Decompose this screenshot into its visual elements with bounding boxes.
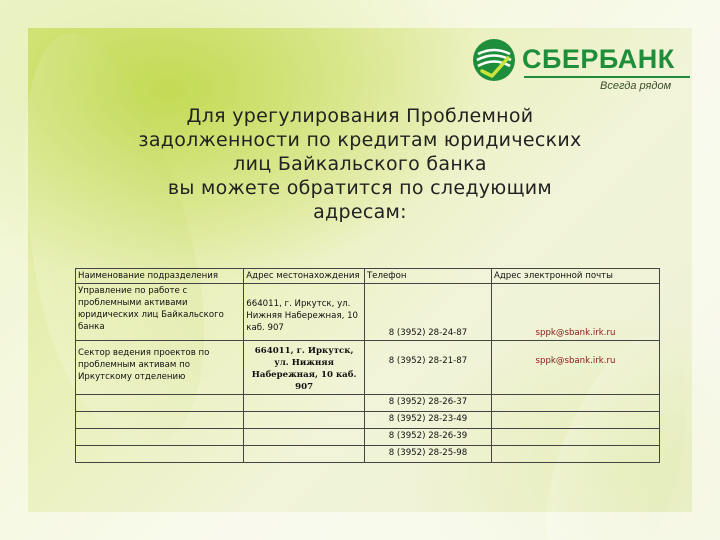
department-name: Управление по работе с проблемными активами юридических лиц Байкальского банка — [76, 284, 244, 341]
department-address: 664011, г. Иркутск, ул. Нижняя Набережная, 10 каб. 907 — [244, 341, 365, 395]
empty-cell — [491, 395, 659, 412]
empty-cell — [244, 395, 365, 412]
title-line: задолженности по кредитам юридических — [138, 129, 582, 151]
empty-cell — [76, 412, 244, 429]
empty-cell — [244, 429, 365, 446]
extra-phone: 8 (3952) 28-26-37 — [364, 395, 491, 412]
contacts-table — [75, 268, 660, 463]
logo-underline — [524, 76, 690, 78]
empty-cell — [76, 429, 244, 446]
logo-wordmark: СБЕРБАНК — [522, 44, 675, 74]
department-phone: 8 (3952) 28-24-87 — [364, 284, 491, 341]
department-name: Сектор ведения проектов по проблемным активам по Иркутскому отделению — [76, 341, 244, 395]
empty-cell — [244, 412, 365, 429]
table-row — [76, 284, 660, 341]
table-row — [76, 412, 660, 429]
table-header-row — [76, 269, 660, 284]
sberbank-logo-icon — [470, 36, 518, 84]
empty-cell — [491, 412, 659, 429]
title-line: лиц Байкальского банка — [233, 153, 487, 175]
table-row — [76, 341, 660, 395]
title-line: вы можете обратится по следующим — [167, 177, 553, 199]
table-row — [76, 429, 660, 446]
sberbank-logo — [470, 36, 700, 100]
department-email[interactable]: sppk@sbank.irk.ru — [491, 341, 659, 395]
extra-phone: 8 (3952) 28-23-49 — [364, 412, 491, 429]
page-title — [95, 104, 625, 224]
empty-cell — [76, 395, 244, 412]
table-row — [76, 395, 660, 412]
extra-phone: 8 (3952) 28-26-39 — [364, 429, 491, 446]
department-phone: 8 (3952) 28-21-87 — [364, 341, 491, 395]
department-email[interactable]: sppk@sbank.irk.ru — [491, 284, 659, 341]
header-phone: Телефон — [364, 269, 491, 284]
title-line: Для урегулирования Проблемной — [186, 105, 534, 127]
header-email: Адрес электронной почты — [491, 269, 659, 284]
empty-cell — [491, 429, 659, 446]
table-row — [76, 446, 660, 463]
department-address: 664011, г. Иркутск, ул. Нижняя Набережная, 10 каб. 907 — [244, 284, 365, 341]
title-line: адресам: — [313, 201, 407, 223]
empty-cell — [491, 446, 659, 463]
empty-cell — [76, 446, 244, 463]
logo-tagline: Всегда рядом — [600, 80, 672, 92]
header-department: Наименование подразделения — [76, 269, 244, 284]
empty-cell — [244, 446, 365, 463]
header-address: Адрес местонахождения — [244, 269, 365, 284]
extra-phone: 8 (3952) 28-25-98 — [364, 446, 491, 463]
